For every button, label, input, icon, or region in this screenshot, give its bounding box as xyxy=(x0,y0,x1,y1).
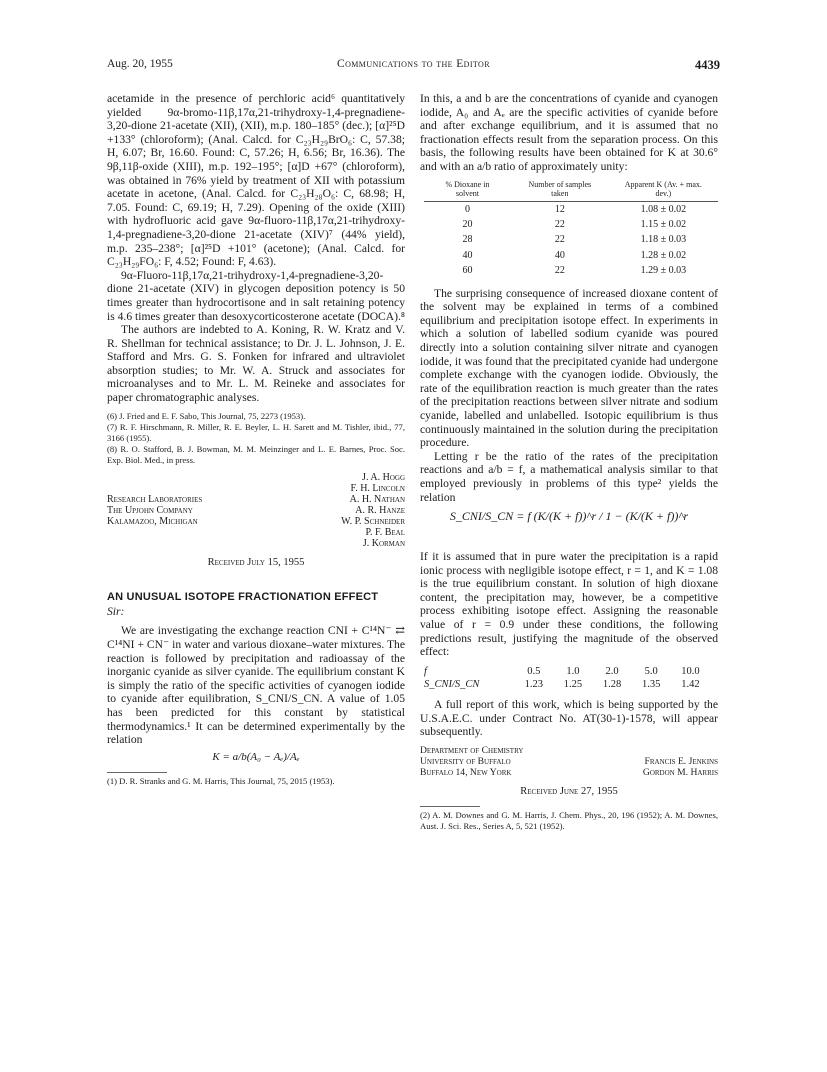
page-number: 4439 xyxy=(695,58,720,72)
table-cell: 1.28 xyxy=(602,679,622,691)
paragraph: In this, a and b are the concentrations of cyanide and cyanogen iodide, A₀ and Aₑ are the specific activities of cyanide before and after exchange equilibrium, and it is assumed that no fractionation effects result from the separation process. On this basis, the following results have been obtained for K at 30.6° and with an a/b ratio of approximately unity: xyxy=(420,92,718,173)
table-cell: 0.5 xyxy=(527,665,541,677)
received-date: Received June 27, 1955 xyxy=(520,785,618,797)
paragraph: If it is assumed that in pure water the precipitation is a rapid ionic process with negligible isotope effect, r = 1, and K = 1.08 is the true equilibrium constant. In solution of high dioxane content, the precipitation may, however, be a competitive process exhibiting isotope effect. Assigning the reasonable value of r = 0.9 under these conditions, the following predictions result, justifying the magnitude of the observed effect: xyxy=(420,550,718,659)
institution-line: Buffalo 14, New York xyxy=(420,766,512,778)
paragraph: The authors are indebted to A. Koning, R. W. Kratz and V. R. Shellman for technical assistance; to Dr. J. L. Johnson, J. E. Stafford and Mrs. G. S. Fonken for infrared and ultraviolet absorption studies; to Mr. W. A. Struck and associates for microanalyses and to Mr. L. M. Reineke and associates for paper chromatographic analyses. xyxy=(107,323,405,405)
table-cell: 1.23 xyxy=(524,679,543,691)
table-row xyxy=(424,248,718,263)
table-cell: 1.42 xyxy=(681,679,700,691)
table-cell: 60 xyxy=(462,265,473,277)
paragraph: Letting r be the ratio of the rates of the precipitation reactions and a/b = f, a mathematical analysis similar to that employed previously in problems of this type² yields the relation xyxy=(420,449,718,504)
table-cell: 10.0 xyxy=(681,665,700,677)
table-row xyxy=(420,678,710,692)
table-cell: f xyxy=(424,665,427,677)
relation-formula: S_CNI/S_CN = f (K/(K + f))^r / 1 − (K/(K + f))^r xyxy=(449,509,689,524)
author-name: F. H. Lincoln xyxy=(350,482,405,494)
institution xyxy=(420,745,523,778)
institution-line: Kalamazoo, Michigan xyxy=(107,515,198,527)
footnote-divider xyxy=(420,806,480,807)
table-cell: 28 xyxy=(462,234,473,246)
footnote: (7) R. F. Hirschmann, R. Miller, R. E. Beyler, L. H. Sarett and M. Tishler, ibid., 77, 3166 (1955). xyxy=(107,421,405,443)
table-cell: 1.08 ± 0.02 xyxy=(640,203,687,215)
table-cell: 20 xyxy=(462,218,473,230)
paragraph: We are investigating the exchange reaction CNI + C¹⁴N⁻ ⇄ C¹⁴NI + CN⁻ in water and various dioxane–water mixtures. The reaction is followed by precipitation and radioassay of the inorganic cyanide as silver cyanide. The equilibrium constant K is simply the ratio of the specific activities of cyanogen iodide to cyanide after equilibration, S_CNI/S_CN. A value of 1.05 has been predicted for this constant by statistical thermodynamics.¹ It can be determined experimentally by the relation xyxy=(107,624,405,747)
salutation: Sir: xyxy=(107,604,125,618)
table-cell: 1.18 ± 0.03 xyxy=(640,234,687,246)
table-row xyxy=(424,201,718,217)
paragraph: acetamide in the presence of perchloric acid⁶ quantitatively yielded 9α-bromo-11β,17α,21-trihydroxy-1,4-pregnadiene-3,20-dione 21-acetate (XII), (XII), m.p. 180–185° (dec.); [α]²⁵D +133° (chloroform); (Anal. Calcd. for C₂₃H₂₉BrO₆: C, 57.38; H, 6.07; Br, 16.60. Found: C, 57.26; H, 6.56; Br, 16.36). The 9β,11β-oxide (XIII), m.p. 192–195°; [α]D +67° (chloroform), was obtained in 76% yield by treatment of XII with potassium acetate in acetone, (Anal. Calcd. for C₂₃H₂₈O₆: C, 68.98; H, 7.05. Found: C, 69.19; H, 7.29). Opening of the oxide (XIII) with hydrofluoric acid gave 9α-fluoro-11β,17α,21-trihydroxy-1,4-pregnadiene-3,20-dione 21-acetate (XIV)⁷ (44% yield), m.p. 235–238°; [α]²⁵D +101° (acetone); (Anal. Calcd. for C₂₃H₂₉FO₆: F, 4.52; Found: F, 4.63). xyxy=(107,92,405,269)
table-cell: 22 xyxy=(554,218,565,230)
author-name: W. P. Schneider xyxy=(341,515,405,527)
author-name: J. A. Hogg xyxy=(362,471,405,483)
equation: K = a/b(A₀ − Aₑ)/Aₑ xyxy=(212,750,300,763)
received-date: Received July 15, 1955 xyxy=(207,556,305,568)
institution-line: The Upjohn Company xyxy=(107,504,193,516)
table-row xyxy=(424,232,718,247)
institution-line: University of Buffalo xyxy=(420,755,511,767)
table-row xyxy=(420,665,710,679)
table-cell: 22 xyxy=(554,234,565,246)
table-header: Number of samples taken xyxy=(511,180,609,202)
article-title: AN UNUSUAL ISOTOPE FRACTIONATION EFFECT xyxy=(107,591,379,604)
footnote: (6) J. Fried and E. F. Sabo, This Journal, 75, 2273 (1953). xyxy=(107,410,306,421)
author-list xyxy=(341,472,405,549)
author-name: Francis E. Jenkins xyxy=(644,755,718,767)
author-list xyxy=(643,756,718,778)
institution xyxy=(107,494,202,527)
prediction-table xyxy=(420,665,710,692)
right-column xyxy=(420,92,718,832)
footnote: (2) A. M. Downes and G. M. Harris, J. Chem. Phys., 20, 196 (1952); A. M. Downes, Aust. J. Sci. Res., Series A, 5, 521 (1952). xyxy=(420,810,718,832)
institution-line: Research Laboratories xyxy=(107,493,203,505)
institution-line: Department of Chemistry xyxy=(420,744,524,756)
table-cell: S_CNI/S_CN xyxy=(424,679,480,691)
author-name: Gordon M. Harris xyxy=(642,766,718,778)
paragraph: 9α-Fluoro-11β,17α,21-trihydroxy-1,4-pregnadiene-3,20-dione 21-acetate (XIV) in glycogen deposition potency is 50 times greater than hydrocortisone and in salt retaining potency is 4.6 times greater than desoxycorticosterone acetate (DOCA).⁸ xyxy=(107,268,405,323)
table-cell: 1.25 xyxy=(563,679,583,691)
table-cell: 22 xyxy=(554,265,565,277)
table-row xyxy=(424,217,718,232)
table-cell: 0 xyxy=(464,203,470,215)
table-cell: 40 xyxy=(554,249,565,261)
table-cell: 12 xyxy=(554,203,565,215)
header-title: Communications to the Editor xyxy=(337,58,490,70)
author-name: J. Korman xyxy=(362,537,405,549)
paragraph: A full report of this work, which is being supported by the U.S.A.E.C. under Contract No. AT(30-1)-1578, will appear subsequently. xyxy=(420,698,718,739)
table-cell: 40 xyxy=(462,249,473,261)
author-block xyxy=(107,472,405,548)
author-name: A. R. Hanze xyxy=(355,504,405,516)
results-table xyxy=(424,180,718,279)
table-cell: 1.28 ± 0.02 xyxy=(640,249,687,261)
table-cell: 1.15 ± 0.02 xyxy=(640,218,687,230)
header-date: Aug. 20, 1955 xyxy=(107,58,173,70)
left-column xyxy=(107,92,405,787)
page-header xyxy=(107,58,720,76)
author-name: P. F. Beal xyxy=(365,526,405,538)
author-address xyxy=(420,745,718,785)
footnote: (1) D. R. Stranks and G. M. Harris, This Journal, 75, 2015 (1953). xyxy=(107,776,335,787)
footnote: (8) R. O. Stafford, B. J. Bowman, M. M. Meinzinger and L. E. Barnes, Proc. Soc. Exp. Biol. Med., in press. xyxy=(107,443,405,465)
paragraph: The surprising consequence of increased dioxane content of the solvent may be explained in terms of a combined equilibrium and precipitation isotope effect. In experiments in which a solution of labelled sodium cyanide was poured directly into a solution containing silver nitrate and cyanogen iodide, it was found that the precipitated cyanide had undergone complete exchange with the cyanogen iodide. Obviously, the rate of the equilibration reaction is much greater than the rates of the precipitation reactions between silver nitrate and sodium cyanide, labelled and unlabelled. Isotopic equilibrium is thus continuously maintained in the solution during the precipitation procedure. xyxy=(420,286,718,450)
table-header: % Dioxane in solvent xyxy=(424,180,511,202)
footnote-divider xyxy=(107,772,167,773)
table-cell: 1.29 ± 0.03 xyxy=(640,265,687,277)
table-cell: 1.35 xyxy=(642,679,661,691)
table-row xyxy=(424,263,718,278)
table-cell: 1.0 xyxy=(566,665,580,677)
table-cell: 2.0 xyxy=(605,665,619,677)
table-cell: 5.0 xyxy=(644,665,658,677)
author-name: A. H. Nathan xyxy=(349,493,405,505)
table-header: Apparent K (Av. + max. dev.) xyxy=(609,180,718,202)
